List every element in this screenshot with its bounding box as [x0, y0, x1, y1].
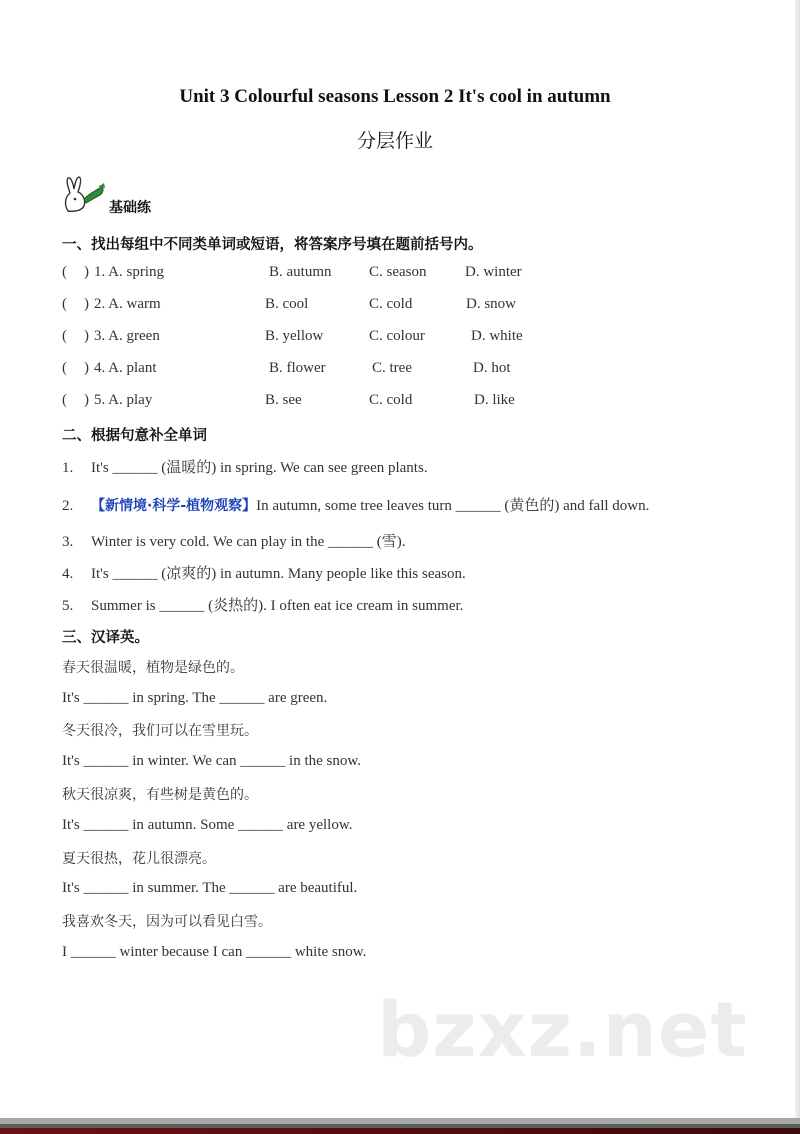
section3-heading: 三、汉译英。 — [62, 630, 149, 646]
section1-heading: 一、找出每组中不同类单词或短语，将答案序号填在题前括号内。 — [62, 237, 483, 253]
mc-item: ( ) 2. A. warm B. cool C. cold D. snow — [62, 296, 517, 312]
context-tag: 【新情境·科学-植物观察】 — [91, 498, 257, 514]
fill-item: 1. It's ______ (温暖的) in spring. We can see green plants. — [62, 460, 428, 476]
english-sentence: It's ______ in summer. The ______ are beautiful. — [62, 880, 358, 896]
mc-item: ( ) 3. A. green B. yellow C. colour D. white — [62, 328, 523, 344]
page-edge — [795, 0, 800, 1134]
mc-item: ( ) 4. A. plant B. flower C. tree D. hot — [62, 360, 511, 376]
worksheet-subtitle: 分层作业 — [356, 130, 433, 152]
fill-item: 2. 【新情境·科学-植物观察】In autumn, some tree leaves turn ______ (黄色的) and fall down. — [62, 498, 650, 514]
bottom-accent — [0, 1128, 800, 1134]
english-sentence: It's ______ in autumn. Some ______ are yellow. — [62, 817, 353, 833]
chinese-sentence: 冬天很冷，我们可以在雪里玩。 — [62, 723, 258, 739]
mc-item: ( ) 5. A. play B. see C. cold D. like — [62, 392, 515, 408]
english-sentence: It's ______ in winter. We can ______ in the snow. — [62, 753, 361, 769]
mc-item: ( ) 1. A. spring B. autumn C. season D. winter — [62, 264, 522, 280]
section2-heading: 二、根据句意补全单词 — [62, 428, 207, 444]
rabbit-icon — [62, 175, 108, 213]
watermark: bzxz.net — [377, 985, 748, 1074]
english-sentence: It's ______ in spring. The ______ are green. — [62, 690, 328, 706]
english-sentence: I ______ winter because I can ______ white snow. — [62, 944, 367, 960]
fill-item: 4. It's ______ (凉爽的) in autumn. Many people like this season. — [62, 566, 466, 582]
fill-item: 3. Winter is very cold. We can play in the ______ (雪). — [62, 534, 406, 550]
chinese-sentence: 春天很温暖，植物是绿色的。 — [62, 660, 244, 676]
chinese-sentence: 我喜欢冬天，因为可以看见白雪。 — [62, 914, 272, 930]
chinese-sentence: 秋天很凉爽，有些树是黄色的。 — [62, 787, 258, 803]
fill-item: 5. Summer is ______ (炎热的). I often eat ice cream in summer. — [62, 598, 464, 614]
level-label: 基础练 — [109, 200, 151, 216]
worksheet-title: Unit 3 Colourful seasons Lesson 2 It's cool in autumn — [179, 86, 611, 107]
chinese-sentence: 夏天很热，花儿很漂亮。 — [62, 851, 216, 867]
